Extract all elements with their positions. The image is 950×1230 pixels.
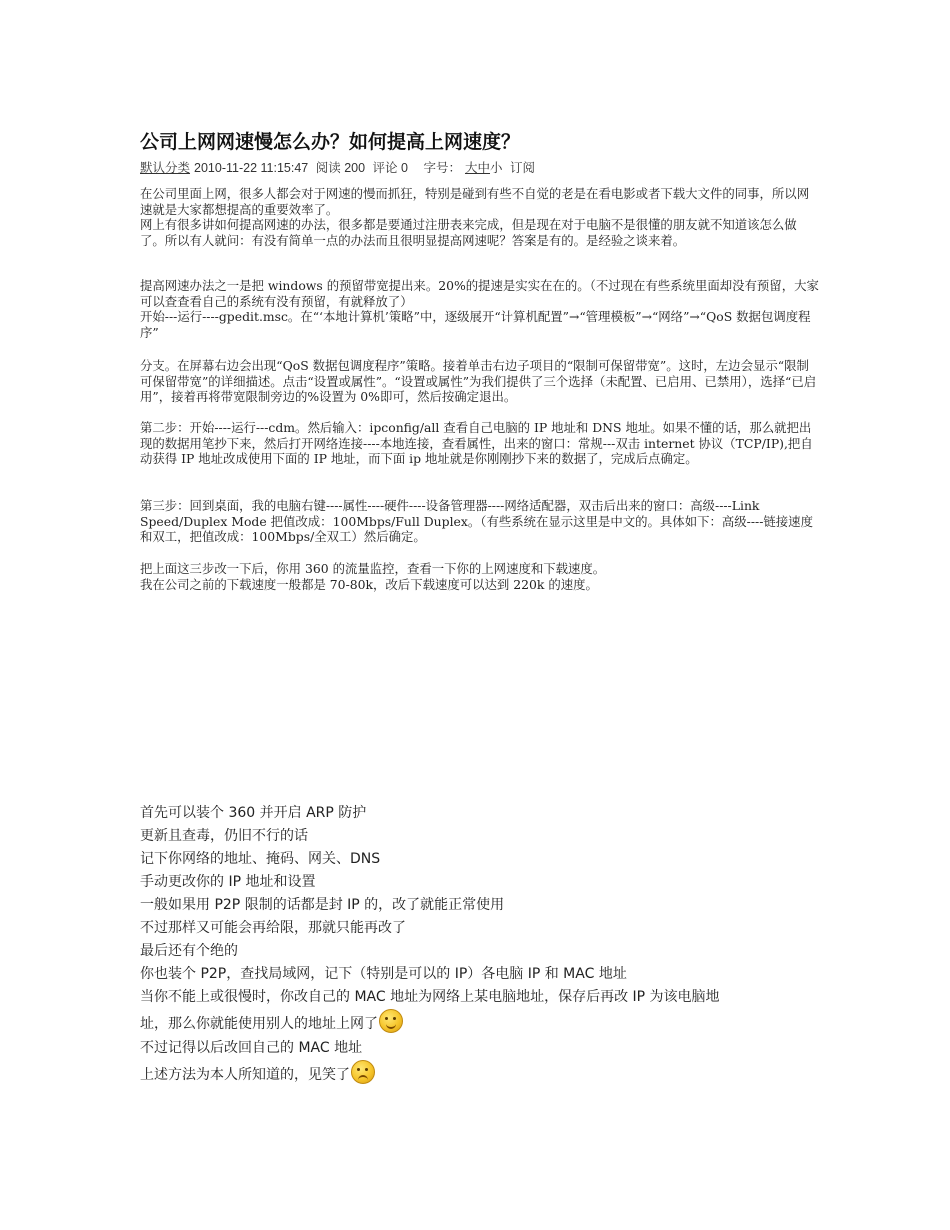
list-item-text: 址，那么你就能使用别人的地址上网了: [140, 1016, 378, 1032]
font-small-link[interactable]: 小: [490, 161, 503, 175]
grin-smiley-icon: [351, 1060, 375, 1084]
list-item: 首先可以装个 360 并开启 ARP 防护: [140, 805, 367, 821]
step-two-paragraph: [140, 420, 820, 467]
font-medium-link[interactable]: 中: [477, 161, 491, 175]
post-datetime: 2010-11-22 11:15:47: [194, 161, 309, 175]
paragraph-text: 把上面这三步改一下后，你用 360 的流量监控，查看一下你的上网速度和下载速度。 我在公司之前的下载速度一般都是 70-80k，改后下载速度可以达到 220k 的速度。: [140, 561, 606, 592]
result-paragraph: [140, 561, 820, 592]
list-item: 最后还有个绝的: [140, 943, 238, 959]
article-meta: [140, 158, 539, 176]
paragraph-text: 提高网速办法之一是把 windows 的预留带宽提出来。20%的提速是实实在在的。（不过现在有些系统里面却没有预留，大家可以查查看自己的系统有没有预留，有就释放了） 开始---运行----gpedit.msc。在“‘本地计算机’策略”中，逐级展开“计算机配置”→“管理模板”→“网络”→“QoS 数据包调度程序”: [140, 278, 819, 340]
list-item: 一般如果用 P2P 限制的话都是封 IP 的，改了就能正常使用: [140, 897, 505, 913]
paragraph-text: 分支。在屏幕右边会出现“QoS 数据包调度程序”策略。接着单击右边子项目的“限制可保留带宽”。这时，左边会显示“限制可保留带宽”的详细描述。点击“设置或属性”。“设置或属性”为我们提供了三个选择（未配置、已启用、已禁用），选择“已启用”，接着再将带宽限制旁边的%设置为 0%即可，然后按确定退出。: [140, 358, 817, 404]
list-item: 手动更改你的 IP 地址和设置: [140, 874, 316, 890]
list-item: 更新且查毒，仍旧不行的话: [140, 828, 308, 844]
wink-smiley-icon: [379, 1009, 403, 1033]
category-link[interactable]: 默认分类: [140, 161, 191, 175]
comment-count: 评论 0: [372, 161, 408, 175]
subscribe-link[interactable]: 订阅: [510, 161, 536, 175]
list-item: [140, 1009, 820, 1037]
article-title: 公司上网网速慢怎么办？如何提高上网速度？: [140, 130, 521, 153]
font-size-label: 字号：: [423, 161, 461, 175]
list-item: 不过那样又可能会再给限，那就只能再改了: [140, 920, 406, 936]
list-item: 记下你网络的地址、掩码、网关、DNS: [140, 851, 381, 867]
list-item: 当你不能上或很慢时，你改自己的 MAC 地址为网络上某电脑地址，保存后再改 IP 为该电脑地: [140, 989, 720, 1005]
read-count: 阅读 200: [315, 161, 366, 175]
method-one-paragraph: [140, 278, 820, 340]
step-three-paragraph: [140, 498, 820, 545]
qos-paragraph: [140, 358, 820, 405]
list-item: 你也装个 P2P，查找局域网，记下（特别是可以的 IP）各电脑 IP 和 MAC 地址: [140, 966, 627, 982]
paragraph-text: 在公司里面上网，很多人都会对于网速的慢而抓狂，特别是碰到有些不自觉的老是在看电影或者下载大文件的同事，所以网速就是大家都想提高的重要效率了。 网上有很多讲如何提高网速的办法，很多都是要通过注册表来完成，但是现在对于电脑不是很懂的朋友就不知道该怎么做了。所以有人就问：有没有简单一点的办法而且很明显提高网速呢？答案是有的。是经验之谈来着。: [140, 186, 810, 248]
tips-list: [140, 802, 820, 1088]
list-item-text: 上述方法为本人所知道的，见笑了: [140, 1067, 350, 1083]
paragraph-text: 第三步：回到桌面，我的电脑右键----属性----硬件----设备管理器----网络适配器，双击后出来的窗口：高级----Link Speed/Duplex Mode 把值改成：100Mbps/Full Duplex。（有些系统在显示这里是中文的。具体如下：高级----链接速度和双工，把值改成：100Mbps/全双工）然后确定。: [140, 498, 813, 544]
paragraph-text: 第二步：开始----运行---cdm。然后输入：ipconfig/all 查看自己电脑的 IP 地址和 DNS 地址。如果不懂的话，那么就把出现的数据用笔抄下来，然后打开网络连接----本地连接，查看属性，出来的窗口：常规---双击 internet 协议（TCP/IP),把自动获得 IP 地址改成使用下面的 IP 地址，而下面 ip 地址就是你刚刚抄下来的数据了，完成后点确定。: [140, 420, 813, 466]
font-large-link[interactable]: 大: [464, 161, 478, 175]
list-item: [140, 1060, 820, 1088]
list-item: 不过记得以后改回自己的 MAC 地址: [140, 1040, 363, 1056]
intro-paragraph: [140, 186, 820, 248]
